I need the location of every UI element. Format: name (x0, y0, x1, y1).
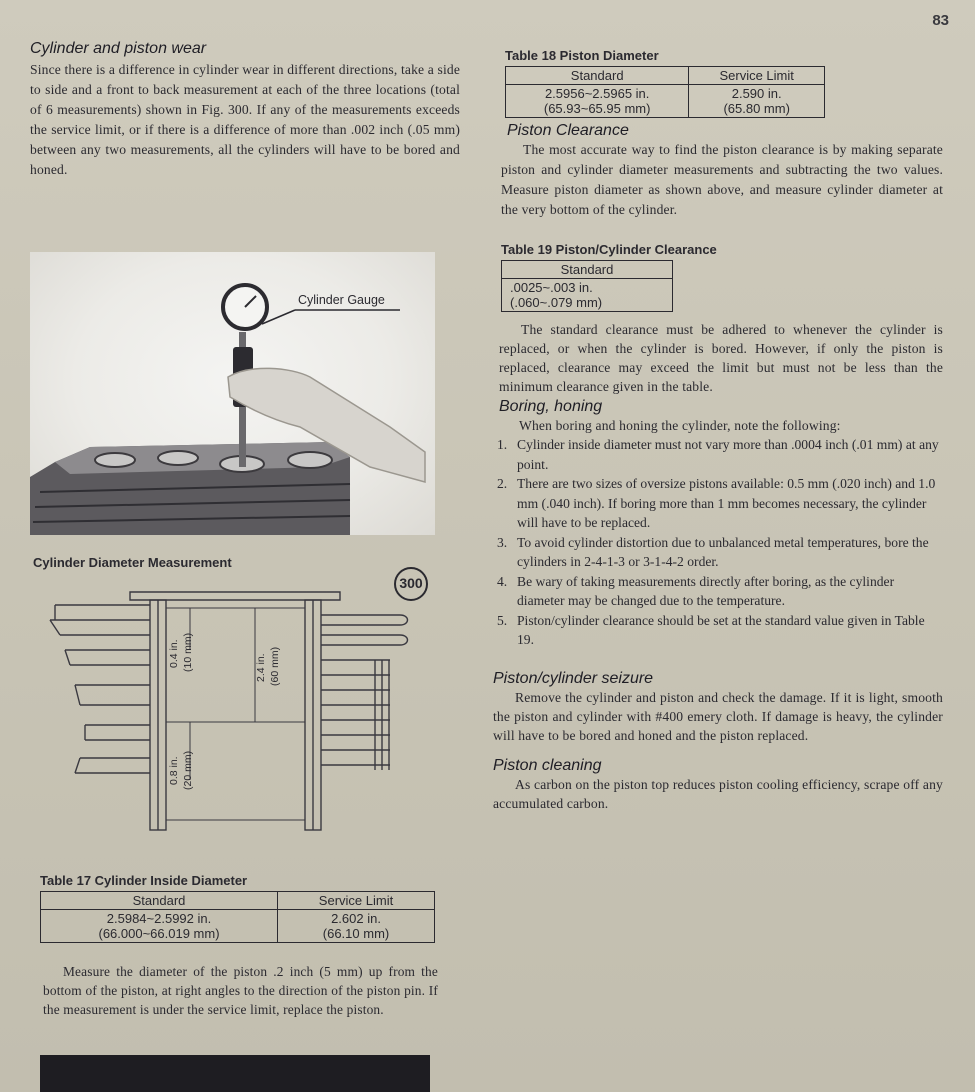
table17-header-standard: Standard (41, 892, 278, 910)
list-item: 1. Cylinder inside diameter must not vary more than .0004 inch (.01 mm) at any point. (497, 437, 939, 472)
table17-limit-mm: (66.10 mm) (322, 926, 390, 941)
table17-limit-in: 2.602 in. (331, 911, 381, 926)
list-item: 4. Be wary of taking measurements directly after boring, as the cylinder diameter may be changed due to the temperature. (497, 573, 895, 608)
table19-value-in: .0025~.003 in. (510, 280, 593, 295)
cleaning-text: As carbon on the piston top reduces piston cooling efficiency, scrape off any accumulated carbon. (493, 776, 943, 811)
table19 (501, 260, 673, 312)
cylinder-wear-text: Since there is a difference in cylinder wear in different directions, take a side to side and a front to back measurement at each of the three locations (total of 6 measurements) shown in Fig. 300. If any of the measurements exceeds the service limit, or if there is a difference of more than .002 inch (.05 mm) between any two measurements, all the cylinders will have to be bored and honed. (30, 62, 460, 177)
table17-title: Table 17 Cylinder Inside Diameter (40, 873, 248, 888)
figure-title: Cylinder Diameter Measurement (33, 555, 232, 570)
dim-lower-in: 0.8 in. (168, 756, 180, 785)
piston-clearance-heading: Piston Clearance (507, 122, 629, 139)
table17-standard-in: 2.5984~2.5992 in. (106, 911, 212, 926)
table17 (40, 891, 435, 943)
seizure-heading: Piston/cylinder seizure (493, 669, 654, 687)
table18-standard-in: 2.5956~2.5965 in. (544, 86, 650, 101)
table19-value-mm: (.060~.079 mm) (510, 295, 603, 310)
seizure-text: Remove the cylinder and piston and check the damage. If it is light, smooth the piston and cylinder with #400 emery cloth. If damage is heavy, the cylinder will have to be bored and honed and the piston replaced. (493, 689, 943, 743)
table17-block (40, 873, 435, 943)
list-item: 2. There are two sizes of oversize pistons available: 0.5 mm (.020 inch) and 1.0 mm (.040 inch). If boring more than 1 mm becomes necessary, the cylinder will have to be replaced. (497, 476, 936, 530)
cylinder-cross-section (40, 590, 440, 850)
cylinder-diagram (40, 590, 440, 850)
cylinder-gauge-photo (30, 252, 435, 535)
boring-list (497, 435, 943, 650)
table18-header-standard: Standard (506, 67, 689, 85)
boring-intro: When boring and honing the cylinder, note the following: (519, 418, 841, 433)
table17-header-limit: Service Limit (278, 892, 435, 910)
bottom-photo-edge (40, 1055, 430, 1092)
dim-upper-in: 0.4 in. (168, 639, 180, 668)
table18 (505, 66, 825, 118)
dim-upper-mm: (10 mm) (182, 632, 194, 672)
list-item: 3. To avoid cylinder distortion due to unbalanced metal temperatures, bore the cylinders in 2-4-1-3 or 3-1-4-2 order. (497, 534, 929, 569)
table19-header: Standard (502, 261, 673, 279)
table18-title: Table 18 Piston Diameter (505, 48, 659, 63)
dim-lower-mm: (20 mm) (182, 750, 194, 790)
dim-mid-in: 2.4 in. (255, 653, 267, 682)
dim-mid-mm: (60 mm) (269, 646, 281, 686)
left-column (30, 40, 460, 180)
cleaning-heading: Piston cleaning (493, 756, 602, 774)
table18-standard-mm: (65.93~65.95 mm) (543, 101, 651, 116)
list-item: 5. Piston/cylinder clearance should be set at the standard value given in Table 19. (497, 612, 925, 647)
boring-heading: Boring, honing (499, 398, 603, 415)
photo-illustration (30, 252, 435, 535)
piston-measure-text: Measure the diameter of the piston .2 inch (5 mm) up from the bottom of the piston, at right angles to the direction of the piston pin. If the measurement is under the service limit, replace the piston. (43, 964, 438, 1017)
piston-clearance-text: The most accurate way to find the piston clearance is by making separate piston and cylinder diameter measurements and subtracting the two values. Measure piston diameter as shown above, and measure cylinder diameter at the very bottom of the cylinder. (501, 142, 943, 217)
right-column (493, 48, 943, 813)
clearance-note-text: The standard clearance must be adhered to whenever the cylinder is replaced, or when the cylinder is bored. However, if only the piston is replaced, clearance may exceed the limit but must not be less than the minimum clearance given in the table. (499, 322, 943, 394)
table18-header-limit: Service Limit (689, 67, 825, 85)
figure-number: 300 (394, 567, 428, 601)
table18-limit-mm: (65.80 mm) (723, 101, 790, 116)
cylinder-wear-heading: Cylinder and piston wear (30, 40, 207, 57)
table17-standard-mm: (66.000~66.019 mm) (98, 926, 220, 941)
page-number: 83 (932, 12, 949, 29)
table19-title: Table 19 Piston/Cylinder Clearance (501, 242, 717, 257)
table18-limit-in: 2.590 in. (731, 86, 782, 101)
cylinder-gauge-label: Cylinder Gauge (298, 293, 385, 307)
